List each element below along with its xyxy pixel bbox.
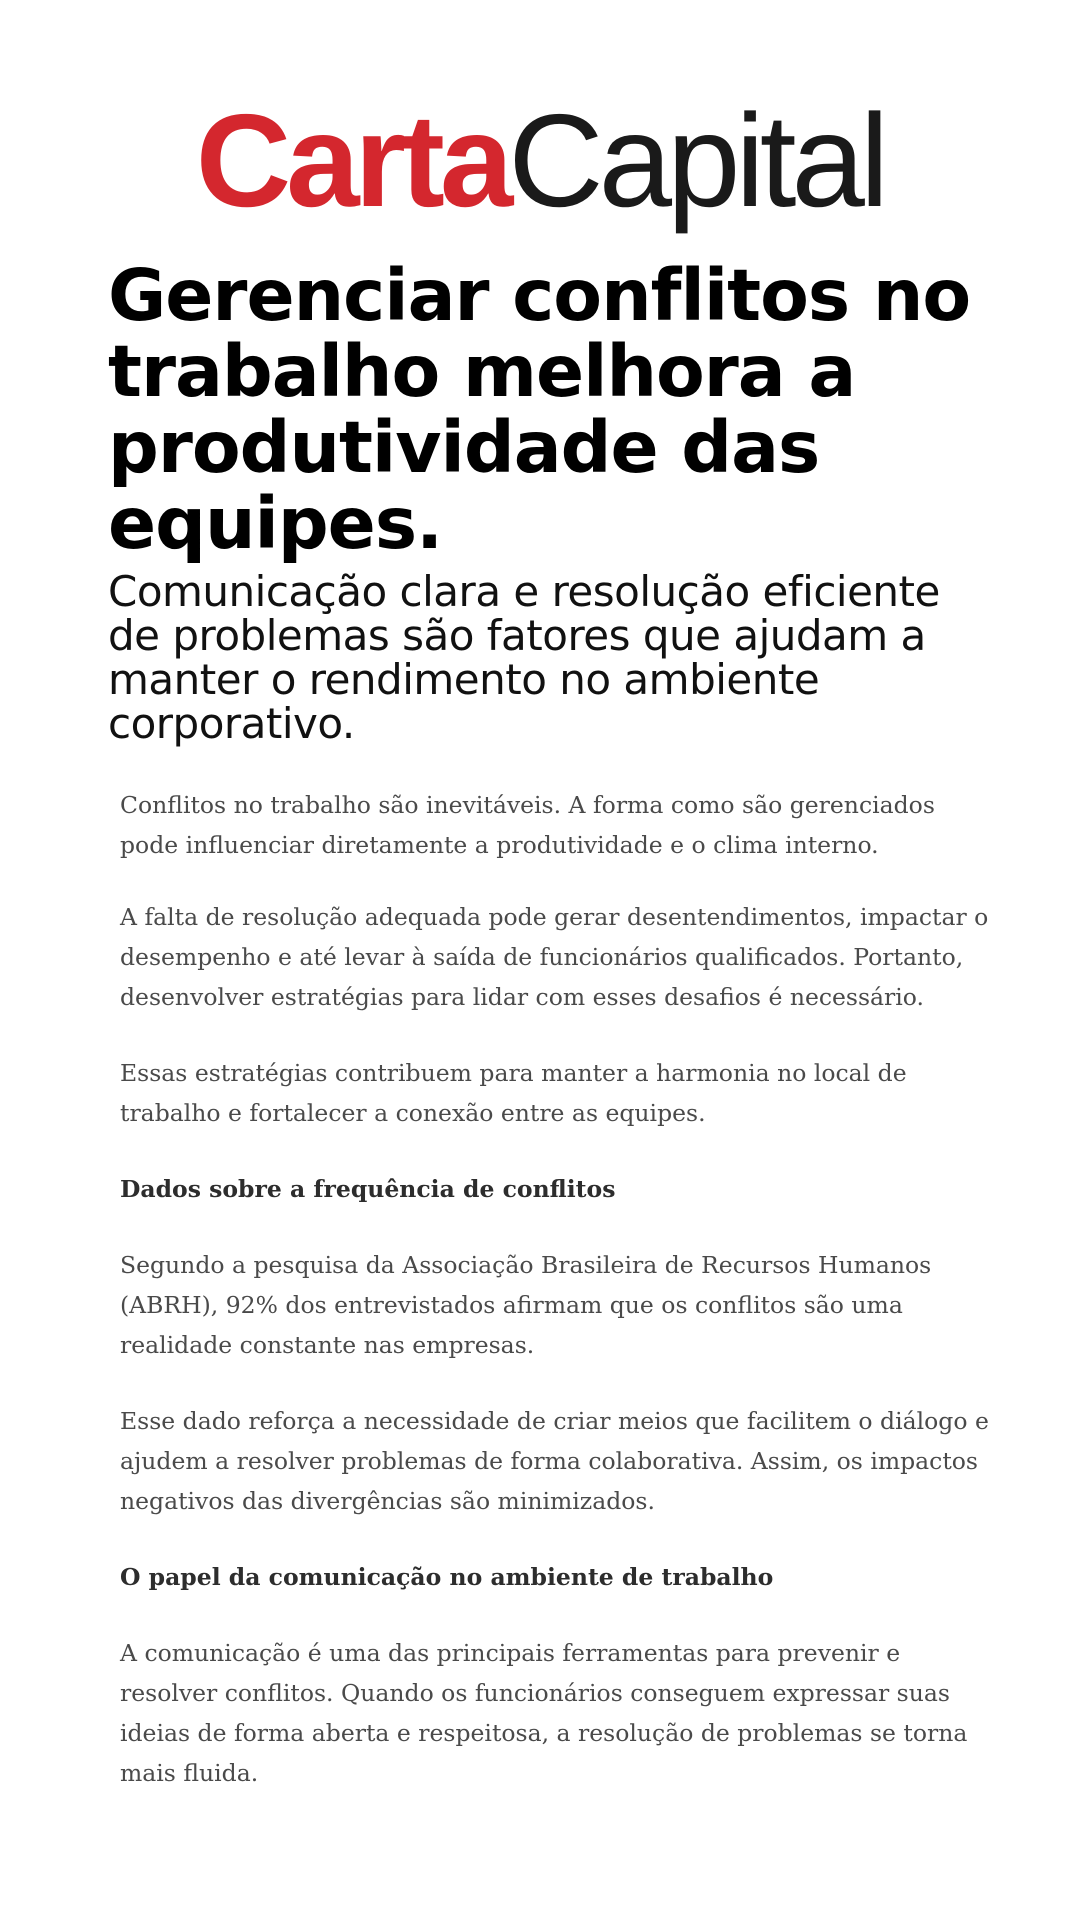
section2-paragraph-1: A comunicação é uma das principais ferramentas para prevenir e resolver conflitos. Quando os funcionários conseguem expressar suas ideias de forma aberta e respeitosa, a resolução de problemas se torna mais fluida. xyxy=(120,1639,968,1787)
cartacapital-logo[interactable] xyxy=(0,87,1080,234)
body-paragraph-1: Conflitos no trabalho são inevitáveis. A forma como são gerenciados pode influenciar diretamente a produtividade e o clima interno. xyxy=(120,791,935,859)
logo-carta-text: Carta xyxy=(195,87,509,234)
body-paragraph-2: A falta de resolução adequada pode gerar desentendimentos, impactar o desempenho e até levar à saída de funcionários qualificados. Portanto, desenvolver estratégias para lidar com esses desafios é necessário. xyxy=(120,903,989,1011)
article-subheadline: Comunicação clara e resolução eficiente de problemas são fatores que ajudam a manter o rendimento no ambiente corporativo. xyxy=(108,567,940,748)
section1-paragraph-2: Esse dado reforça a necessidade de criar meios que facilitem o diálogo e ajudem a resolver problemas de forma colaborativa. Assim, os impactos negativos das divergências são minimizados. xyxy=(120,1407,989,1515)
section-heading-frequency: Dados sobre a frequência de conflitos xyxy=(120,1175,616,1203)
section1-paragraph-1: Segundo a pesquisa da Associação Brasileira de Recursos Humanos (ABRH), 92% dos entrevistados afirmam que os conflitos são uma realidade constante nas empresas. xyxy=(120,1251,932,1359)
logo-capital-text: Capital xyxy=(508,87,885,234)
article-headline: Gerenciar conflitos no trabalho melhora a produtividade das equipes. xyxy=(108,254,971,565)
section-heading-communication: O papel da comunicação no ambiente de trabalho xyxy=(120,1563,774,1591)
body-paragraph-3: Essas estratégias contribuem para manter a harmonia no local de trabalho e fortalecer a conexão entre as equipes. xyxy=(120,1059,907,1127)
article-body xyxy=(120,785,990,1829)
